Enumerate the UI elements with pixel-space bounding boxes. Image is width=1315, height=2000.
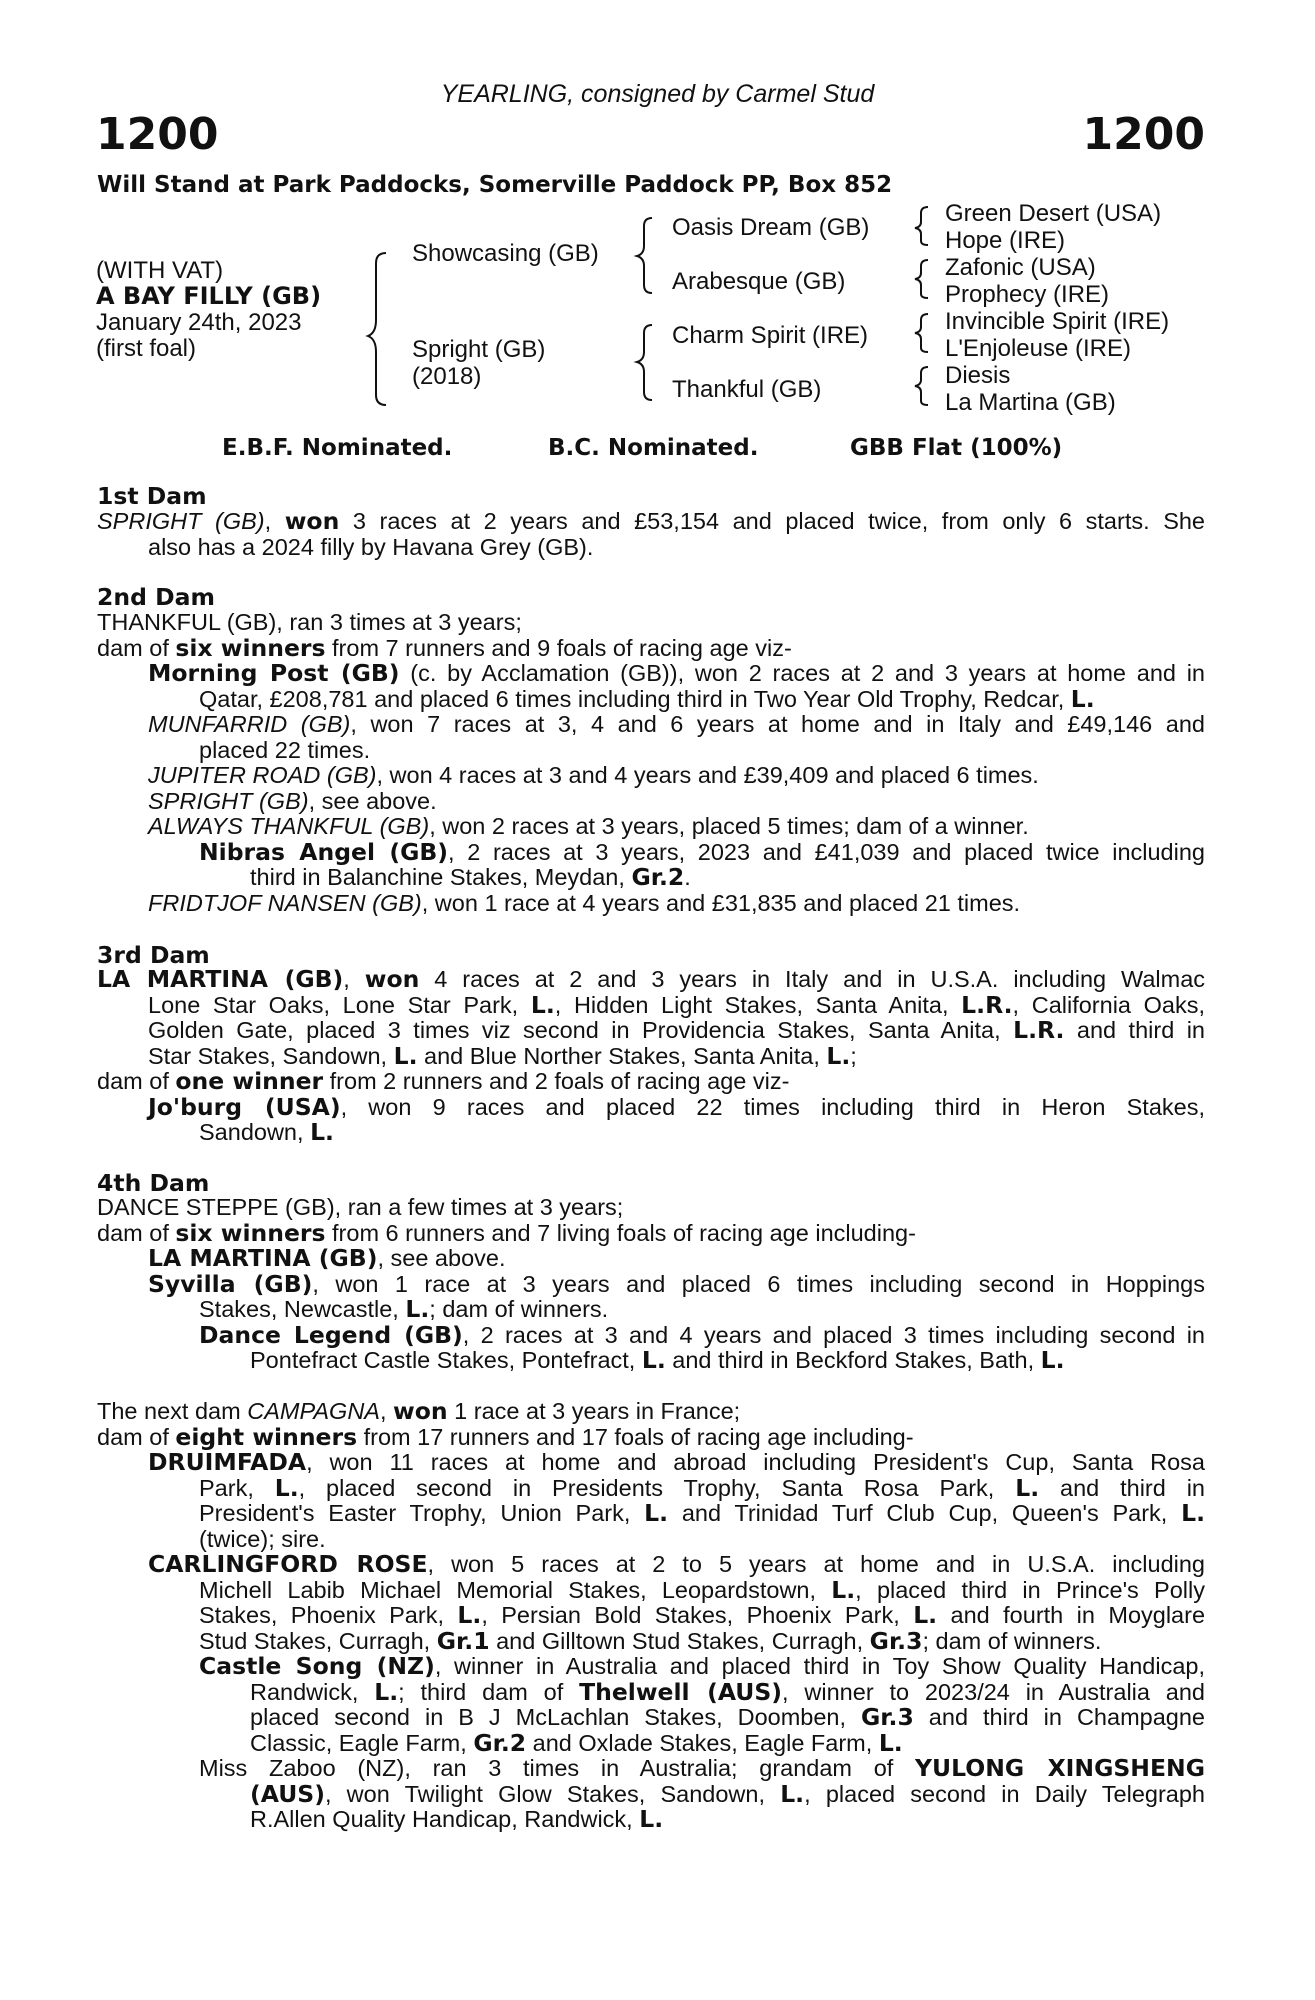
next-dam-text: The next dam CAMPAGNA, won 1 race at 3 years in France; dam of eight winners from 17 runners and 17 foals of racing age including- DRUIMFADA, won 11 races at home and abroad including President's Cup, Santa Rosa Park, L., placed second in Presidents Trophy, Santa Rosa Park, L. and third in President's Easter Trophy, Union Park, L. and Trinidad Turf Club Cup, Queen's Park, L. (twice); sire. CARLINGFORD ROSE, won 5 races at 2 to 5 years at home and in U.S.A. including Michell Labib Michael Memorial Stakes, Leopardstown, L., placed third in Prince's Polly Stakes, Phoenix Park, L., Persian Bold Stakes, Phoenix Park, L. and fourth in Moyglare Stud Stakes, Curragh, Gr.1 and Gilltown Stud Stakes, Curragh, Gr.3; dam of winners. Castle Song (NZ), winner in Australia and placed third in Toy Show Quality Handicap, Randwick, L.; third dam of Thelwell (AUS), winner to 2023/24 in Australia and placed second in B J McLachlan Stakes, Doomben, Gr.3 and third in Champagne Classic, Eagle Farm, Gr.2 and Oxlade Stakes, Eagle Farm, L. Miss Zaboo (NZ), ran 3 times in Australia; grandam of YULONG XINGSHENG (AUS), won Twilight Glow Stakes, Sandown, L., placed second in Daily Telegraph R.Allen Quality Handicap, Randwick, L. [97,1397,1206,1833]
gbb-flat: GBB Flat (100%) [850,435,1063,461]
lot-number-right: 1200 [1082,109,1205,160]
dam-sire: Charm Spirit (IRE) [672,322,869,349]
dam-dam: Thankful (GB) [672,376,822,403]
brace-gen3-2 [915,260,928,298]
third-dam-heading: 3rd Dam [97,941,210,969]
brace-gen1 [368,253,386,405]
sire-sire: Oasis Dream (GB) [672,214,870,241]
third-dam-text: LA MARTINA (GB), won 4 races at 2 and 3 years in Italy and in U.S.A. including Walmac Lone Star Oaks, Lone Star Park, L., Hidden Light Stakes, Santa Anita, L.R., California Oaks, Golden Gate, placed 3 times viz second in Providencia Stakes, Santa Anita, L.R. and third in Star Stakes, Sandown, L. and Blue Norther Stakes, Santa Anita, L.; dam of one winner from 2 runners and 2 foals of racing age viz- Jo'burg (USA), won 9 races and placed 22 times including third in Heron Stakes, Sandown, L. [97,965,1206,1146]
brace-gen3-4 [915,367,928,405]
first-dam-text: SPRIGHT (GB), won 3 races at 2 years and £53,154 and placed twice, from only 6 starts. She also has a 2024 filly by Havana Grey (GB). [97,507,1206,560]
gen3-7: Diesis [945,362,1011,389]
sire: Showcasing (GB) [412,240,599,267]
gen3-1: Green Desert (USA) [945,200,1162,227]
gen3-2: Hope (IRE) [945,227,1066,254]
first-dam-heading: 1st Dam [97,482,207,510]
fourth-dam-text: DANCE STEPPE (GB), ran a few times at 3 years; dam of six winners from 6 runners and 7 living foals of racing age including- LA MARTINA (GB), see above. Syvilla (GB), won 1 race at 3 years and placed 6 times including second in Hoppings Stakes, Newcastle, L.; dam of winners. Dance Legend (GB), 2 races at 3 and 4 years and placed 3 times including second in Pontefract Castle Stakes, Pontefract, L. and third in Beckford Stakes, Bath, L. [97,1194,1205,1374]
second-dam-heading: 2nd Dam [97,583,215,611]
second-dam-text: THANKFUL (GB), ran 3 times at 3 years; dam of six winners from 7 runners and 9 foals of racing age viz- Morning Post (GB) (c. by Acclamation (GB)), won 2 races at 2 and 3 years at home and in Qatar, £208,781 and placed 6 times including third in Two Year Old Trophy, Redcar, L. MUNFARRID (GB), won 7 races at 3, 4 and 6 years at home and in Italy and £49,146 and placed 22 times. JUPITER ROAD (GB), won 4 races at 3 and 4 years and £39,409 and placed 6 times. SPRIGHT (GB), see above. ALWAYS THANKFUL (GB), won 2 races at 3 years, placed 5 times; dam of a winner. Nibras Angel (GB), 2 races at 3 years, 2023 and £41,039 and placed twice including third in Balanchine Stakes, Meydan, Gr.2. FRIDTJOF NANSEN (GB), won 1 race at 4 years and £31,835 and placed 21 times. [97,609,1205,916]
lot-number-left: 1200 [96,109,219,160]
gen3-6: L'Enjoleuse (IRE) [945,335,1131,362]
horse-name: A BAY FILLY (GB) [96,282,322,310]
fourth-dam-heading: 4th Dam [97,1169,210,1197]
catalogue-subtitle: YEARLING, consigned by Carmel Stud [440,80,875,108]
vat-note: (WITH VAT) [96,257,224,284]
foal-note: (first foal) [96,335,197,362]
bc-nomination: B.C. Nominated. [548,435,759,461]
sire-dam: Arabesque (GB) [672,268,846,295]
brace-gen2-bottom [637,325,652,400]
gen3-5: Invincible Spirit (IRE) [945,308,1170,335]
stand-location: Will Stand at Park Paddocks, Somerville Paddock PP, Box 852 [97,172,893,198]
gen3-8: La Martina (GB) [945,389,1116,416]
dam: Spright (GB) [412,336,546,363]
ebf-nomination: E.B.F. Nominated. [222,435,453,461]
gen3-3: Zafonic (USA) [945,254,1096,281]
brace-gen2-top [637,218,652,293]
dam-year: (2018) [412,363,482,390]
brace-gen3-3 [915,314,928,352]
brace-gen3-1 [915,207,928,245]
gen3-4: Prophecy (IRE) [945,281,1110,308]
foaling-date: January 24th, 2023 [96,309,302,336]
